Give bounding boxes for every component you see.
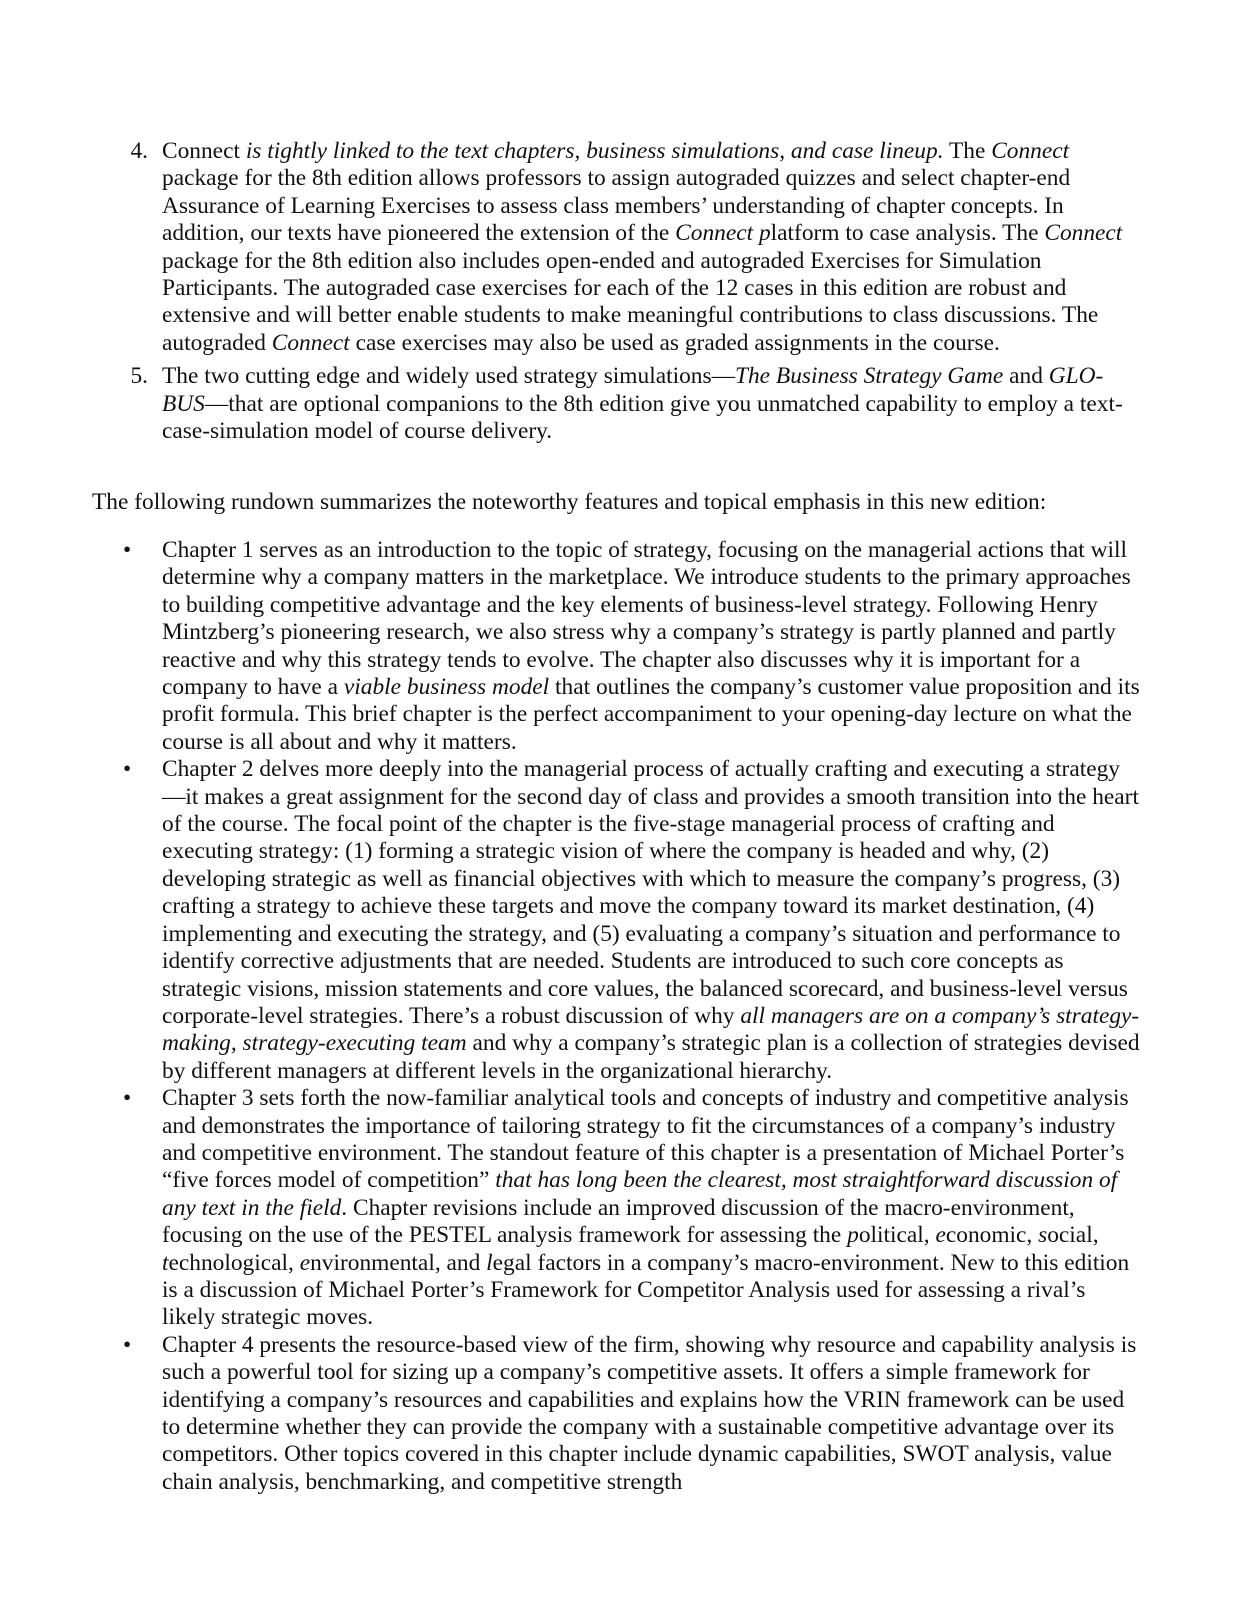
italic-text: viable business model: [343, 674, 550, 701]
bullet-item-chapter-2: [92, 756, 1142, 1085]
text-run: olitical,: [858, 1222, 936, 1249]
bullet-item-text: [162, 1085, 1142, 1332]
bullet-item-text: [162, 537, 1142, 756]
numbered-item-text: [162, 363, 1132, 445]
numbered-list: [92, 138, 1132, 445]
italic-text: Connect: [1044, 220, 1123, 247]
text-run: that outlines the company’s customer value proposition and its profit formula. This brief chapter is the perfect accompaniment to your opening-day lecture on what the course is all about and why it matters.: [162, 674, 1140, 755]
italic-text: GLO-BUS: [162, 363, 1104, 417]
italic-text: p: [847, 1222, 859, 1249]
italic-text: all managers are on a company’s strategy-making, strategy-executing team: [162, 1002, 1140, 1057]
italic-text: e: [935, 1222, 946, 1249]
numbered-item: [92, 138, 1132, 357]
text-run: Connect: [162, 138, 246, 164]
text-run: Chapter 2 delves more deeply into the managerial process of actually crafting and executing a strategy—it makes a great assignment for the second day of class and provides a smooth transition into the heart of the course. The focal point of the chapter is the five-stage managerial process of crafting and executing strategy: (1) forming a strategic vision of where the company is headed and why, (2) developing strategic as well as financial objectives with which to measure the company’s progress, (3) crafting a strategy to achieve these targets and move the company toward its market destination, (4) implementing and executing the strategy, and (5) evaluating a company’s situation and performance to identify corrective adjustments that are needed. Students are introduced to such core concepts as strategic visions, mission statements and core values, the balanced scorecard, and business-level versus corporate-level strategies. There’s a robust discussion of why: [162, 756, 1139, 1029]
bullet-list: [92, 537, 1142, 1496]
italic-text: Connect: [271, 329, 350, 356]
bullet-icon: •: [123, 756, 132, 783]
italic-text: is tightly linked to the text chapters, business simulations, and case lineup.: [245, 138, 944, 164]
bullet-icon: •: [123, 1331, 132, 1358]
bullet-icon: •: [123, 1085, 132, 1112]
italic-text: e: [299, 1249, 311, 1276]
italic-text: s: [1038, 1222, 1048, 1249]
bullet-icon: •: [123, 537, 132, 563]
text-run: and why a company’s strategic plan is a collection of strategies devised by different managers at different levels in the organizational hierarchy.: [162, 1030, 1140, 1084]
bullet-item-chapter-4: [92, 1332, 1142, 1496]
numbered-item-text: [162, 138, 1132, 357]
text-run: Chapter 3 sets forth the now-familiar analytical tools and concepts of industry and competitive analysis and demonstrates the importance of tailoring strategy to fit the circumstances of a company’s industry and competitive environment. The standout feature of this chapter is a presentation of Michael Porter’s “five forces model of competition”: [162, 1085, 1129, 1194]
text-run: case exercises may also be used as graded assignments in the course.: [349, 329, 1000, 356]
text-run: package for the 8th edition allows professors to assign autograded quizzes and select chapter-end Assurance of Learning Exercises to assess class members’ understanding of chapter concepts. In addition, our texts have pioneered the extension of the: [162, 165, 1071, 247]
text-run: Chapter 4 presents the resource-based view of the firm, showing why resource and capability analysis is such a powerful tool for sizing up a company’s competitive assets. It offers a simple framework for identifying a company’s resources and capabilities and explains how the VRIN framework can be used to determine whether they can provide the company with a sustainable competitive advantage over its competitors. Other topics covered in this chapter include dynamic capabilities, SWOT analysis, value chain analysis, benchmarking, and competitive strength: [162, 1331, 1137, 1495]
text-run: Chapter 1 serves as an introduction to the topic of strategy, focusing on the managerial actions that will determine why a company matters in the marketplace. We introduce students to the primary approaches to building competitive advantage and the key elements of business-level strategy. Following Henry Mintzberg’s pioneering research, we also stress why a company’s strategy is partly planned and partly reactive and why this strategy tends to evolve. The chapter also discusses why it is important for a company to have a: [162, 537, 1131, 701]
italic-text: t: [162, 1249, 169, 1276]
text-run: latform to case analysis. The: [770, 220, 1045, 247]
text-run: conomic,: [945, 1222, 1039, 1249]
text-run: ocial,: [1047, 1222, 1099, 1249]
text-run: The two cutting edge and widely used strategy simulations—: [162, 363, 735, 390]
text-run: —that are optional companions to the 8th edition give you unmatched capability to employ a text-case-simulation model of course delivery.: [162, 390, 1123, 445]
text-run: and: [1003, 363, 1049, 390]
list-number: 4.: [130, 138, 148, 164]
intro-paragraph: The following rundown summarizes the noteworthy features and topical emphasis in this new edition:: [92, 489, 1047, 515]
bullet-item-text: [162, 1332, 1142, 1496]
text-run: The: [943, 138, 992, 164]
bullet-item-text: [162, 756, 1142, 1085]
numbered-item: [92, 363, 1132, 445]
text-run: egal factors in a company’s macro-environment. New to this edition is a discussion of Michael Porter’s Framework for Competitor Analysis used for assessing a rival’s likely strategic moves.: [162, 1249, 1130, 1331]
bullet-item-chapter-1: [92, 537, 1142, 756]
italic-text: l: [486, 1249, 493, 1276]
text-run: package for the 8th edition also includes open-ended and autograded Exercises for Simulation Participants. The autograded case exercises for each of the 12 cases in this edition are robust and extensive and will better enable students to make meaningful contributions to class discussions. The autograded: [162, 247, 1099, 356]
list-number: 5.: [130, 363, 148, 390]
italic-text: Connect: [991, 138, 1070, 164]
italic-text: The Business Strategy Game: [734, 363, 1004, 390]
text-run: . Chapter revisions include an improved discussion of the macro-environment, focusing on the use of the PESTEL analysis framework for assessing the: [162, 1194, 1075, 1249]
text-run: nvironmental, and: [310, 1249, 487, 1276]
bullet-item-chapter-3: [92, 1085, 1142, 1332]
italic-text: Connect p: [675, 220, 771, 247]
italic-text: that has long been the clearest, most straightforward discussion of any text in the field: [162, 1167, 1118, 1221]
text-run: echnological,: [168, 1249, 300, 1276]
